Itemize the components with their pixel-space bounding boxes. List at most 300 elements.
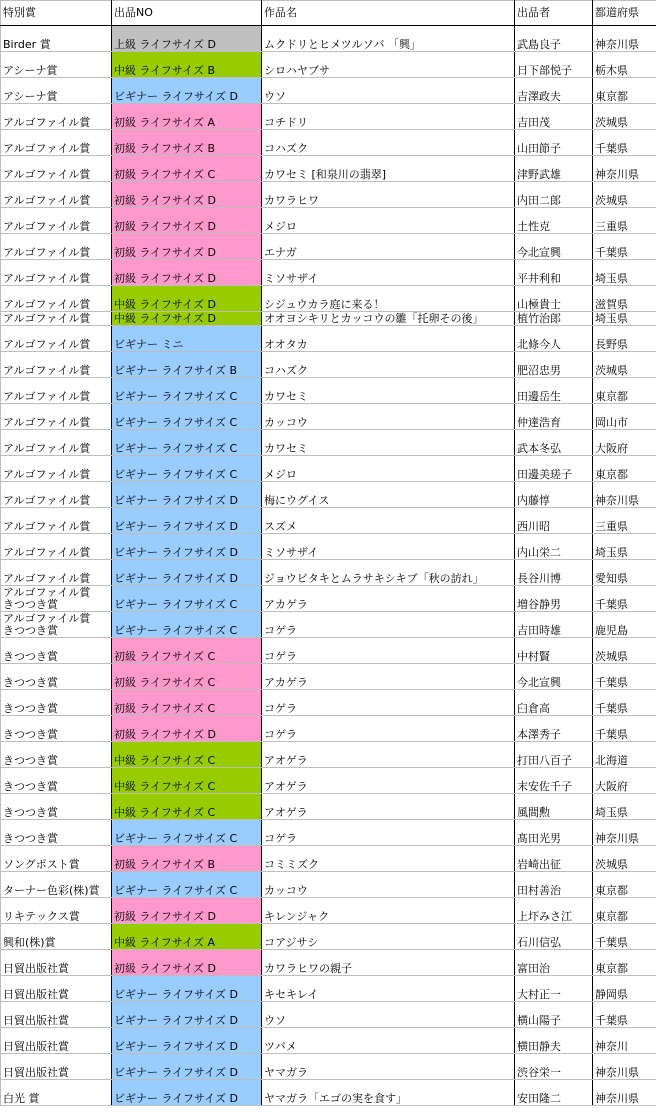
entry-class-cell: ビギナー ライフサイズ D [112,1002,262,1028]
award-cell [1,1054,112,1080]
award-cell [1,326,112,352]
title-cell: アオゲラ [262,768,515,794]
award-cell [1,612,112,638]
exhibitor-cell: 岩崎出征 [515,846,593,872]
award-label: 日貿出版社賞 [3,1014,69,1027]
award-label: きつつき賞 [3,728,58,741]
exhibitor-cell: 吉田時雄 [515,612,593,638]
award-cell [1,768,112,794]
title-cell: シジュウカラ庭に来る！ [262,286,515,312]
title-cell: カッコウ [262,872,515,898]
prefecture-cell: 岡山市 [593,404,656,430]
entry-class-cell: 中級 ライフサイズ D [112,286,262,312]
title-cell: コゲラ [262,690,515,716]
entry-class-cell: ビギナー ライフサイズ D [112,1080,262,1106]
prefecture-cell: 埼玉県 [593,312,656,326]
header-exhibitor: 出品者 [515,1,593,26]
exhibitor-cell: 武本冬弘 [515,430,593,456]
award-label: アルゴファイル賞 [3,468,91,481]
exhibitor-cell: 安田隆二 [515,1080,593,1106]
title-cell: エナガ [262,234,515,260]
award-cell [1,560,112,586]
award-cell [1,690,112,716]
award-label: アルゴファイル賞 [3,246,91,259]
prefecture-cell: 愛知県 [593,560,656,586]
title-cell: ミソサザイ [262,534,515,560]
award-label: 白光 賞 [3,1092,40,1105]
prefecture-cell: 長野県 [593,326,656,352]
table-row [1,26,656,52]
title-cell: コハズク [262,352,515,378]
award-label: アルゴファイル賞 [3,520,91,533]
entry-class-cell: 中級 ライフサイズ D [112,312,262,326]
entry-class-cell: ビギナー ライフサイズ C [112,612,262,638]
award-cell [1,924,112,950]
prefecture-cell: 神奈川県 [593,1080,656,1106]
title-cell: カワラヒワ [262,182,515,208]
table-row [1,638,656,664]
table-row [1,560,656,586]
prefecture-cell: 千葉県 [593,130,656,156]
award-cell [1,664,112,690]
table-row [1,950,656,976]
award-label: きつつき賞 [3,832,58,845]
entry-class-cell: ビギナー ライフサイズ C [112,820,262,846]
award-label: アルゴファイル賞 [3,390,91,403]
prefecture-cell: 大阪府 [593,430,656,456]
entry-class-cell: 初級 ライフサイズ A [112,104,262,130]
title-cell: シロハヤブサ [262,52,515,78]
exhibitor-cell: 長谷川博 [515,560,593,586]
exhibitor-cell: 西川昭 [515,508,593,534]
award-cell [1,52,112,78]
award-label-secondary: きつつき賞 [3,624,58,637]
award-cell [1,312,112,326]
prefecture-cell: 千葉県 [593,664,656,690]
table-row [1,52,656,78]
award-cell [1,182,112,208]
award-cell [1,872,112,898]
award-cell [1,898,112,924]
entry-class-cell: 初級 ライフサイズ C [112,664,262,690]
award-label: アルゴファイル賞 [3,494,91,507]
award-cell [1,508,112,534]
exhibitor-cell: 今北宣興 [515,664,593,690]
entry-class-cell: 初級 ライフサイズ D [112,208,262,234]
title-cell: ムクドリとヒメツルソバ 「興」 [262,26,515,52]
award-label: きつつき賞 [3,780,58,793]
exhibitor-cell: 内田二郎 [515,182,593,208]
award-cell [1,430,112,456]
award-label: アルゴファイル賞 [3,194,91,207]
award-label: アルゴファイル賞 [3,612,91,625]
prefecture-cell: 三重県 [593,208,656,234]
award-cell [1,352,112,378]
entry-class-cell: ビギナー ライフサイズ C [112,872,262,898]
award-cell [1,378,112,404]
table-row [1,794,656,820]
header-row [1,1,656,26]
exhibitor-cell: 北條今人 [515,326,593,352]
table-row [1,534,656,560]
title-cell: コチドリ [262,104,515,130]
award-cell [1,404,112,430]
award-cell [1,1002,112,1028]
exhibitor-cell: 内山栄二 [515,534,593,560]
prefecture-cell: 茨城県 [593,846,656,872]
prefecture-cell: 東京都 [593,898,656,924]
award-cell [1,130,112,156]
prefecture-cell: 埼玉県 [593,534,656,560]
exhibitor-cell: 津野武雄 [515,156,593,182]
award-label: アルゴファイル賞 [3,298,91,311]
exhibitor-cell: 田村善治 [515,872,593,898]
entry-class-cell: ビギナー ライフサイズ D [112,1054,262,1080]
prefecture-cell: 北海道 [593,742,656,768]
entry-class-cell: ビギナー ライフサイズ D [112,560,262,586]
prefecture-cell: 埼玉県 [593,260,656,286]
award-cell [1,1080,112,1106]
award-cell [1,1028,112,1054]
entry-class-cell: 初級 ライフサイズ C [112,690,262,716]
title-cell: ジョウビタキとムラサキシキブ「秋の訪れ」 [262,560,515,586]
table-row [1,1002,656,1028]
entry-class-cell: 初級 ライフサイズ D [112,260,262,286]
entry-class-cell: 中級 ライフサイズ A [112,924,262,950]
entry-class-cell: ビギナー ライフサイズ D [112,976,262,1002]
exhibitor-cell: 平井利和 [515,260,593,286]
title-cell: コアジサシ [262,924,515,950]
table-row [1,456,656,482]
award-label: アルゴファイル賞 [3,572,91,585]
award-label: アルゴファイル賞 [3,272,91,285]
award-cell [1,456,112,482]
award-label: 日貿出版社賞 [3,962,69,975]
title-cell: アカゲラ [262,586,515,612]
entry-class-cell: 上級 ライフサイズ D [112,26,262,52]
table-row [1,716,656,742]
prefecture-cell: 東京都 [593,872,656,898]
award-label: アルゴファイル賞 [3,338,91,351]
title-cell: カワセミ [和泉川の翡翠] [262,156,515,182]
entry-class-cell: ビギナー ライフサイズ D [112,534,262,560]
exhibitor-cell: 山田節子 [515,130,593,156]
award-cell [1,794,112,820]
title-cell: メジロ [262,456,515,482]
award-label: ターナー色彩(株)賞 [3,884,100,897]
prefecture-cell: 千葉県 [593,586,656,612]
prefecture-cell: 大阪府 [593,768,656,794]
award-label: アルゴファイル賞 [3,364,91,377]
award-label: アシーナ賞 [3,90,58,103]
award-label: アルゴファイル賞 [3,546,91,559]
prefecture-cell: 千葉県 [593,234,656,260]
entry-class-cell: 初級 ライフサイズ C [112,156,262,182]
title-cell: アカゲラ [262,664,515,690]
table-row [1,78,656,104]
award-label: ソングポスト賞 [3,858,80,871]
title-cell: ウソ [262,1002,515,1028]
entry-class-cell: ビギナー ライフサイズ D [112,78,262,104]
award-cell [1,208,112,234]
entry-class-cell: 中級 ライフサイズ C [112,794,262,820]
award-label: 日貿出版社賞 [3,1040,69,1053]
prefecture-cell: 埼玉県 [593,794,656,820]
award-cell [1,26,112,52]
exhibitor-cell: 植竹治郎 [515,312,593,326]
prefecture-cell: 東京都 [593,378,656,404]
entry-class-cell: ビギナー ライフサイズ D [112,482,262,508]
table-row [1,286,656,312]
award-label: きつつき賞 [3,754,58,767]
title-cell: コゲラ [262,820,515,846]
prefecture-cell: 神奈川県 [593,1054,656,1080]
title-cell: キレンジャク [262,898,515,924]
exhibitor-cell: 内藤惇 [515,482,593,508]
header-award: 特別賞 [1,1,112,26]
title-cell: ツバメ [262,1028,515,1054]
award-cell [1,742,112,768]
exhibitor-cell: 横田静夫 [515,1028,593,1054]
award-cell [1,638,112,664]
entry-class-cell: 初級 ライフサイズ D [112,182,262,208]
entry-class-cell: 初級 ライフサイズ D [112,234,262,260]
exhibitor-cell: 末安佐千子 [515,768,593,794]
table-row [1,690,656,716]
entry-class-cell: ビギナー ライフサイズ C [112,430,262,456]
award-cell [1,234,112,260]
award-label: Birder 賞 [3,38,51,51]
header-title: 作品名 [262,1,515,26]
prefecture-cell: 茨城県 [593,352,656,378]
prefecture-cell: 三重県 [593,508,656,534]
prefecture-cell: 東京都 [593,456,656,482]
table-row [1,352,656,378]
table-row [1,1080,656,1106]
table-row [1,742,656,768]
entry-class-cell: 初級 ライフサイズ C [112,638,262,664]
award-cell [1,976,112,1002]
exhibitor-cell: 中村賢 [515,638,593,664]
title-cell: コゲラ [262,716,515,742]
table-row [1,156,656,182]
prefecture-cell: 東京都 [593,78,656,104]
exhibitor-cell: 臼倉高 [515,690,593,716]
prefecture-cell: 東京都 [593,950,656,976]
award-label: きつつき賞 [3,650,58,663]
title-cell: ミソサザイ [262,260,515,286]
award-cell [1,716,112,742]
table-row [1,976,656,1002]
award-label: アルゴファイル賞 [3,142,91,155]
award-label: リキテックス賞 [3,910,80,923]
entry-class-cell: 初級 ライフサイズ D [112,716,262,742]
prefecture-cell: 滋賀県 [593,286,656,312]
title-cell: キセキレイ [262,976,515,1002]
entry-class-cell: 初級 ライフサイズ D [112,898,262,924]
award-label: アシーナ賞 [3,64,58,77]
prefecture-cell: 千葉県 [593,716,656,742]
entry-class-cell: 中級 ライフサイズ B [112,52,262,78]
title-cell: アオゲラ [262,794,515,820]
award-table-body [1,1,656,1106]
exhibitor-cell: 大村正一 [515,976,593,1002]
title-cell: メジロ [262,208,515,234]
award-label: きつつき賞 [3,806,58,819]
award-cell [1,586,112,612]
award-cell [1,482,112,508]
entry-class-cell: ビギナー ライフサイズ D [112,1028,262,1054]
award-label: アルゴファイル賞 [3,311,91,325]
exhibitor-cell: 打田八百子 [515,742,593,768]
prefecture-cell: 静岡県 [593,976,656,1002]
table-row [1,664,656,690]
award-label: きつつき賞 [3,676,58,689]
award-label: きつつき賞 [3,702,58,715]
award-label: アルゴファイル賞 [3,442,91,455]
exhibitor-cell: 肥沼忠男 [515,352,593,378]
award-label: アルゴファイル賞 [3,116,91,129]
exhibitor-cell: 石川信弘 [515,924,593,950]
entry-class-cell: 中級 ライフサイズ C [112,742,262,768]
award-cell [1,820,112,846]
entry-class-cell: 初級 ライフサイズ D [112,950,262,976]
table-row [1,326,656,352]
award-label: アルゴファイル賞 [3,220,91,233]
table-row [1,234,656,260]
table-row [1,872,656,898]
award-label: 日貿出版社賞 [3,988,69,1001]
award-label-secondary: きつつき賞 [3,598,58,611]
title-cell: カワセミ [262,430,515,456]
title-cell: 梅にウグイス [262,482,515,508]
exhibitor-cell: 田邊美瑳子 [515,456,593,482]
award-cell [1,78,112,104]
table-row [1,208,656,234]
award-cell [1,286,112,312]
table-row [1,508,656,534]
header-entry-no: 出品NO [112,1,262,26]
table-row [1,312,656,326]
award-cell [1,846,112,872]
exhibitor-cell: 武島良子 [515,26,593,52]
prefecture-cell: 茨城県 [593,182,656,208]
exhibitor-cell: 土性克 [515,208,593,234]
exhibitor-cell: 富田治 [515,950,593,976]
table-row [1,260,656,286]
prefecture-cell: 神奈川県 [593,482,656,508]
entry-class-cell: ビギナー ミニ [112,326,262,352]
title-cell: カワラヒワの親子 [262,950,515,976]
table-row [1,820,656,846]
award-cell [1,950,112,976]
table-row [1,768,656,794]
entry-class-cell: ビギナー ライフサイズ D [112,508,262,534]
award-label: アルゴファイル賞 [3,416,91,429]
exhibitor-cell: 日下部悦子 [515,52,593,78]
table-row [1,898,656,924]
entry-class-cell: ビギナー ライフサイズ C [112,586,262,612]
entry-class-cell: ビギナー ライフサイズ C [112,404,262,430]
table-row [1,378,656,404]
prefecture-cell: 茨城県 [593,638,656,664]
entry-class-cell: 中級 ライフサイズ C [112,768,262,794]
table-row [1,924,656,950]
prefecture-cell: 栃木県 [593,52,656,78]
exhibitor-cell: 上圷みさ江 [515,898,593,924]
entry-class-cell: ビギナー ライフサイズ B [112,352,262,378]
header-prefecture: 都道府県 [593,1,656,26]
prefecture-cell: 千葉県 [593,924,656,950]
exhibitor-cell: 本澤秀子 [515,716,593,742]
prefecture-cell: 茨城県 [593,104,656,130]
award-cell [1,260,112,286]
entry-class-cell: ビギナー ライフサイズ C [112,378,262,404]
title-cell: スズメ [262,508,515,534]
exhibitor-cell: 横山陽子 [515,1002,593,1028]
exhibitor-cell: 田邊岳生 [515,378,593,404]
prefecture-cell: 鹿児島 [593,612,656,638]
table-row [1,404,656,430]
title-cell: ヤマガラ「エゴの実を食す」 [262,1080,515,1106]
table-row [1,482,656,508]
exhibitor-cell: 渋谷栄一 [515,1054,593,1080]
award-cell [1,156,112,182]
exhibitor-cell: 今北宣興 [515,234,593,260]
exhibitor-cell: 風間勲 [515,794,593,820]
award-cell [1,534,112,560]
table-row [1,1028,656,1054]
table-row [1,130,656,156]
prefecture-cell: 神奈川県 [593,820,656,846]
table-row [1,586,656,612]
title-cell: オオタカ [262,326,515,352]
award-label: アルゴファイル賞 [3,168,91,181]
exhibitor-cell: 山極貴士 [515,286,593,312]
prefecture-cell: 神奈川県 [593,156,656,182]
exhibitor-cell: 吉田茂 [515,104,593,130]
award-cell [1,104,112,130]
entry-class-cell: 初級 ライフサイズ B [112,846,262,872]
entry-class-cell: ビギナー ライフサイズ C [112,456,262,482]
award-label: 興和(株)賞 [3,936,56,949]
title-cell: コゲラ [262,638,515,664]
exhibitor-cell: 髙田光男 [515,820,593,846]
title-cell: ウソ [262,78,515,104]
title-cell: カワセミ [262,378,515,404]
award-label: 日貿出版社賞 [3,1066,69,1079]
title-cell: オオヨシキリとカッコウの雛「托卵その後」 [262,312,515,326]
prefecture-cell: 千葉県 [593,690,656,716]
prefecture-cell: 神奈川県 [593,26,656,52]
title-cell: コゲラ [262,612,515,638]
table-row [1,1054,656,1080]
prefecture-cell: 神奈川 [593,1028,656,1054]
exhibitor-cell: 増谷静男 [515,586,593,612]
table-row [1,846,656,872]
title-cell: アオゲラ [262,742,515,768]
title-cell: カッコウ [262,404,515,430]
title-cell: コミミズク [262,846,515,872]
title-cell: コハズク [262,130,515,156]
exhibitor-cell: 仲達浩育 [515,404,593,430]
entry-class-cell: 初級 ライフサイズ B [112,130,262,156]
table-row [1,612,656,638]
prefecture-cell: 千葉県 [593,1002,656,1028]
table-row [1,182,656,208]
title-cell: ヤマガラ [262,1054,515,1080]
award-label: アルゴファイル賞 [3,586,91,599]
